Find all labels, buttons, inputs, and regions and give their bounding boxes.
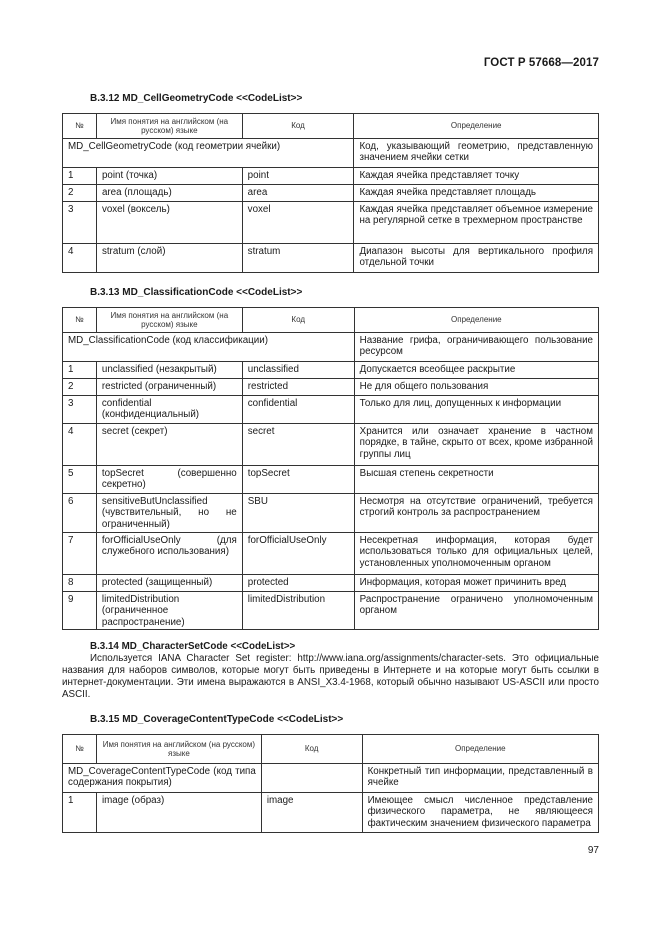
- table-row: [63, 396, 599, 424]
- table-cell-geometry: [62, 113, 599, 273]
- row-num: 8: [63, 575, 97, 592]
- row-num: 5: [63, 466, 97, 494]
- row-num: 2: [63, 379, 97, 396]
- table-classification: [62, 307, 599, 630]
- row-def: Имеющее смысл численное представление физического параметра, не являющееся фактическим значением физического параметра: [362, 793, 598, 833]
- row-code: image: [261, 793, 362, 833]
- row-def: Несмотря на отсутствие ограничений, требуется строгий контроль за распространением: [354, 494, 598, 533]
- row-num: 1: [63, 362, 97, 379]
- table-row: [63, 764, 599, 793]
- table-header: [63, 308, 599, 333]
- row-name: topSecret (совершенно секретно): [96, 466, 242, 494]
- row-code: voxel: [242, 202, 354, 244]
- section-b314: [62, 641, 599, 701]
- row-def: Не для общего пользования: [354, 379, 598, 396]
- col-def: Определение: [354, 114, 599, 139]
- row-def: Допускается всеобщее раскрытие: [354, 362, 598, 379]
- table-row: [63, 533, 599, 575]
- row-name: protected (защищенный): [96, 575, 242, 592]
- row-name: secret (секрет): [96, 424, 242, 466]
- table-row: [63, 185, 599, 202]
- col-code: Код: [242, 308, 354, 333]
- row-code: point: [242, 168, 354, 185]
- col-name: Имя понятия на английском (на русском) языке: [96, 114, 242, 139]
- col-num: №: [63, 114, 97, 139]
- row-def: Каждая ячейка представляет площадь: [354, 185, 599, 202]
- section-b314-text: Используется IANA Character Set register: http://www.iana.org/assignments/character-sets. Это официальные названия для наборов символов, которые могут быть приведены в Интернете и на которые могут быть ссылки в интернет-документации. Эти имена выражаются в ANSI_X3.4-1968, который обычно называют US-ASCII или просто ASCII.: [62, 653, 599, 700]
- row-def: Только для лиц, допущенных к информации: [354, 396, 598, 424]
- row-name: area (площадь): [96, 185, 242, 202]
- row-name: unclassified (незакрытый): [96, 362, 242, 379]
- row-num: 1: [63, 793, 97, 833]
- col-num: №: [63, 308, 97, 333]
- col-def: Определение: [362, 735, 598, 764]
- row-def: Несекретная информация, которая будет использоваться только для официальных целей, установленных уполномоченным органом: [354, 533, 598, 575]
- table-coverage-content-type: [62, 734, 599, 833]
- section-title-b312: B.3.12 MD_CellGeometryCode <<CodeList>>: [90, 93, 303, 104]
- table-row: [63, 793, 599, 833]
- col-code: Код: [261, 735, 362, 764]
- row-code: SBU: [242, 494, 354, 533]
- row-name: restricted (ограниченный): [96, 379, 242, 396]
- table-row: [63, 244, 599, 273]
- table-row: [63, 466, 599, 494]
- section-title-b313: B.3.13 MD_ClassificationCode <<CodeList>>: [90, 287, 303, 298]
- row-code: confidential: [242, 396, 354, 424]
- intro-name: MD_CoverageContentTypeCode (код типа содержания покрытия): [63, 764, 262, 793]
- row-def: Высшая степень секретности: [354, 466, 598, 494]
- row-code: topSecret: [242, 466, 354, 494]
- intro-name: MD_ClassificationCode (код классификации): [63, 333, 355, 362]
- col-code: Код: [242, 114, 354, 139]
- row-def: Хранится или означает хранение в частном порядке, в тайне, скрыто от всех, кроме избранной группы лиц: [354, 424, 598, 466]
- intro-def: Код, указывающий геометрию, представленную значением ячейки сетки: [354, 139, 599, 168]
- row-code: limitedDistribution: [242, 592, 354, 630]
- standard-number: ГОСТ Р 57668—2017: [483, 57, 599, 69]
- intro-name: MD_CellGeometryCode (код геометрии ячейки): [63, 139, 354, 168]
- row-name: limitedDistribution (ограниченное распространение): [96, 592, 242, 630]
- row-def: Каждая ячейка представляет точку: [354, 168, 599, 185]
- row-code: forOfficialUseOnly: [242, 533, 354, 575]
- section-title-b315: B.3.15 MD_CoverageContentTypeCode <<CodeList>>: [90, 714, 344, 725]
- row-num: 4: [63, 424, 97, 466]
- table-row: [63, 424, 599, 466]
- row-name: forOfficialUseOnly (для служебного использования): [96, 533, 242, 575]
- table-header: [63, 114, 599, 139]
- row-code: unclassified: [242, 362, 354, 379]
- intro-def: Конкретный тип информации, представленный в ячейке: [362, 764, 598, 793]
- row-num: 4: [63, 244, 97, 273]
- row-name: image (образ): [96, 793, 261, 833]
- row-num: 3: [63, 396, 97, 424]
- table-row: [63, 592, 599, 630]
- row-def: Диапазон высоты для вертикального профиля отдельной точки: [354, 244, 599, 273]
- row-name: sensitiveButUnclassified (чувствительный, но не ограниченный): [96, 494, 242, 533]
- table-row: [63, 362, 599, 379]
- col-name: Имя понятия на английском (на русском) языке: [96, 735, 261, 764]
- table-row: [63, 494, 599, 533]
- table-row: [63, 139, 599, 168]
- row-code: secret: [242, 424, 354, 466]
- row-num: 7: [63, 533, 97, 575]
- row-name: confidential (конфиденциальный): [96, 396, 242, 424]
- row-num: 2: [63, 185, 97, 202]
- col-num: №: [63, 735, 97, 764]
- row-name: stratum (слой): [96, 244, 242, 273]
- row-def: Каждая ячейка представляет объемное измерение на регулярной сетке в трехмерном пространстве: [354, 202, 599, 244]
- row-num: 3: [63, 202, 97, 244]
- table-header: [63, 735, 599, 764]
- row-code: restricted: [242, 379, 354, 396]
- col-def: Определение: [354, 308, 598, 333]
- col-name: Имя понятия на английском (на русском) языке: [96, 308, 242, 333]
- page-number: 97: [587, 845, 599, 856]
- table-row: [63, 168, 599, 185]
- row-code: stratum: [242, 244, 354, 273]
- row-code: area: [242, 185, 354, 202]
- table-row: [63, 379, 599, 396]
- row-name: voxel (воксель): [96, 202, 242, 244]
- row-def: Распространение ограничено уполномоченным органом: [354, 592, 598, 630]
- row-def: Информация, которая может причинить вред: [354, 575, 598, 592]
- table-row: [63, 575, 599, 592]
- row-name: point (точка): [96, 168, 242, 185]
- row-num: 9: [63, 592, 97, 630]
- table-row: [63, 202, 599, 244]
- row-code: protected: [242, 575, 354, 592]
- row-num: 6: [63, 494, 97, 533]
- intro-def: Название грифа, ограничивающего пользование ресурсом: [354, 333, 598, 362]
- table-row: [63, 333, 599, 362]
- section-title-b314: B.3.14 MD_CharacterSetCode <<CodeList>>: [90, 641, 296, 652]
- row-num: 1: [63, 168, 97, 185]
